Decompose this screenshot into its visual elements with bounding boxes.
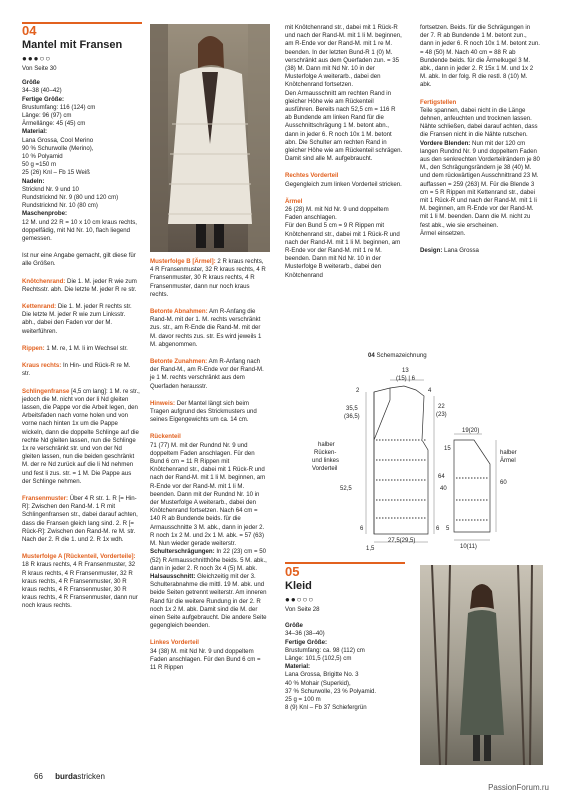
schema-label-6-right: 6 — [436, 526, 440, 532]
schema-label-6-left: 6 — [360, 526, 364, 532]
schema-label-19-20: 19(20) — [462, 428, 480, 434]
label-maschenprobe: Maschenprobe: — [22, 210, 68, 218]
value-fertige-groesse: Brustumfang: 116 (124) cm Länge: 96 (97) cm Ärmellänge: 45 (45) cm — [22, 103, 96, 128]
heading-rechtes-vorderteil: Rechtes Vorderteil — [285, 172, 339, 180]
value-05-groesse: 34–36 (38–40) — [285, 630, 325, 638]
para-musterfolge-a: Musterfolge A [Rückenteil, Vorderteile]: 18 R kraus rechts, 4 R Fransenmuster, 32 R kraus rechts, 4 R Fransenmuster, 32 R kraus rechts, 4 R Fransenmuster, 30 R kraus rechts, 4 R Fransenmuster, 30 R kraus rechts, 4 R Fransenmuster, dann nur noch kraus rechts. — [22, 553, 138, 610]
para-linkes-vorderteil: 34 (38) M. mit Nd Nr. 9 und doppeltem Faden anschlagen. Für den Bund 6 cm = 11 R Rippen — [150, 647, 261, 671]
label-05-fertige-groesse: Fertige Größe: — [285, 638, 327, 646]
value-nadeln: Stricknd Nr. 9 und 10 Rundstricknd Nr. 9 (80 und 120 cm) Rundstricknd Nr. 10 (80 cm) — [22, 185, 119, 210]
value-maschenprobe: 12 M. und 22 R = 10 x 10 cm kraus rechts, doppelfädig, mit Nd Nr. 10, flach liegend gemessen. — [22, 218, 137, 243]
section-05 — [285, 565, 403, 712]
schema-label-22: 22 — [438, 404, 445, 410]
value-05-fertige-groesse: Brustumfang: ca. 98 (112) cm Länge: 101,5 (102,5) cm — [285, 646, 365, 663]
section-05-number: 05 — [285, 564, 300, 579]
dress-photo — [420, 565, 543, 765]
section-04-ref: Von Seite 30 — [22, 65, 57, 72]
schema-label-2: 2 — [356, 388, 360, 394]
page-number: 66 — [34, 772, 43, 781]
heading-linkes-vorderteil: Linkes Vorderteil — [150, 639, 199, 647]
para-rueckenteil: 71 (77) M. mit der Rundnd Nr. 9 und doppeltem Faden anschlagen. Für den Bund 6 cm = 11 R Rippen mit Knötchenrand str., dabei mit 1 Rück-R und nach der Rand-M. mit 1 li M. beginnen, am R-Ende vor der Rand-M. mit 1 li M. beenden. Dann mit der Rundnd Nr. 10 in der Musterfolge A weiterarb., dabei den Knötchenrand fortsetzen. Nach 64 cm = 140 R ab Bundende beids. für die Armausschnitte 3 M. abk., dann in jeder 2. R noch 1x 2 M. und 2x 1 M. abk. = 57 (63) M. Nun wieder gerade weiterstr. — [150, 441, 266, 548]
value-05-material: Lana Grossa, Brigitte No. 3 40 % Mohair (Superkid), 37 % Schurwolle, 23 % Polyamid. 25 g = 100 m 8 (9) Knl – Fb 37 Schiefergrün — [285, 671, 377, 712]
schema-title: 04 Schemazeichnung — [368, 352, 427, 359]
schema-label-1-5: 1,5 — [366, 546, 375, 552]
column-2 — [150, 258, 268, 672]
label-fertige-groesse: Fertige Größe: — [22, 95, 64, 103]
para-kraus-rechts: Kraus rechts: In Hin- und Rück-R re M. str. — [22, 362, 131, 378]
schema-label-halber-2: Rücken- — [314, 450, 337, 456]
schema-label-halber-1: halber — [318, 442, 335, 448]
para-betonte-zunahmen: Betonte Zunahmen: Am R-Anfang nach der Rand-M., am R-Ende vor der Rand-M. je 1 M. rechts verschränkt aus dem Querfaden herausstr. — [150, 358, 264, 390]
heading-fertigstellen: Fertigstellen — [420, 98, 457, 106]
para-aermel: 26 (28) M. mit Nd Nr. 9 und doppeltem Faden anschlagen. Für den Bund 5 cm = 9 R Rippen mit Knötchenrand str., dabei mit 1 Rück-R und nach der Rand-M. mit 1 li M. beginnen, am R-Ende vor der Rand-M. mit 1 re M. beenden. Dann mit Nd Nr. 10 in der Musterfolge B weiterarb., dabei den Knötchenrand — [285, 206, 401, 279]
para-kettenrand: Kettenrand: Die 1. M. jeder R rechts str. Die letzte M. jeder R wie zum Linksstr. abh., dabei den Faden vor der M. weiterführen. — [22, 303, 132, 335]
schema-label-15: 15 — [444, 446, 451, 452]
schema-label-5: 5 — [446, 526, 450, 532]
para-vordere-blenden: Vordere Blenden: Nun mit der 120 cm langen Rundnd Nr. 9 und doppeltem Faden aus den senkrechten Vorderteilrändern je 80 M., den Schrägungsrändern je 38 (40) M. und dem rückwärtigen Ausschnittrand 23 M. auffassen = 259 (263) M. Für die Blende 3 cm = 5 R Rippen mit Kettenrand str., dabei mit 1 Rück-R und nach der Rand-M. mit 1 li M. beginnen, am R-Ende vor der Rand-M. mit 1 li M. beenden. Dann die M. nicht zu fest abk., wie sie erscheinen. Ärmel einsetzen. — [420, 139, 540, 237]
section-05-ref: Von Seite 28 — [285, 606, 320, 613]
para-design: Design: Lana Grossa — [420, 247, 479, 255]
page-footer — [34, 772, 105, 781]
column-3 — [285, 24, 403, 285]
para-fertigstellen: Teile spannen, dabei nicht in die Länge dehnen, anfeuchten und trocknen lassen. Nähte schließen, dabei darauf achten, dass die Fransen nicht in die Nähte rutschen. — [420, 106, 538, 139]
section-05-title: Kleid — [285, 580, 312, 592]
schema-label-13: 13 — [402, 368, 409, 374]
para-rippen: Rippen: 1 M. re, 1 M. li im Wechsel str. — [22, 344, 128, 352]
schema-label-10-11: 10(11) — [460, 544, 477, 550]
schema-label-halber-4: Vorderteil — [312, 466, 338, 472]
para-schlingenfranse: Schlingenfranse [4,5 cm lang]: 1 M. re str., jedoch die M. nicht von der li Nd gleiten lassen, die Pappe vor die Arbeit legen, den Arbeitsfaden nach vorne holen und von vorne nach hinten 1x um die Pappe wickeln, dann die doppelte Schlinge auf die rechte Nd gleiten lassen, nun die Schlinge 1x re verschränkt str. und von der Nd gleiten lassen, nun die beiden geschränkt M. der re Nd zurück auf die li Nd nehmen und fest li zus. str. = 1 M. Die Pappe aus der Schlinge nehmen. — [22, 387, 140, 485]
para-linkes-vorderteil-cont: mit Knötchenrand str., dabei mit 1 Rück-R und nach der Rand-M. mit 1 li M. beginnen, am R-Ende vor der Rand-M. mit 1 re M. beenden. In der letzten Bund-R 1 (0) M. verschränkt aus dem Querfaden zun. = 35 (38) M. Dann mit Nd Nr. 10 in der Musterfolge A weiterarb., dabei den Knötchenrand fortsetzen. Den Armausschnitt am rechten Rand in gleicher Höhe wie am Rückenteil ausführen. Bereits nach 52,5 cm = 116 R ab Bundende am linken Rand für die Ausschnittschrägung 1 M. betont abn., dann in jeder 6. R noch 10x 1 M. betont abn. Die Schulter am rechten Rand in gleicher Höhe wie am Rückenteil schrägen. Damit sind alle M. aufgebraucht. — [285, 24, 403, 163]
schema-label-52-5: 52,5 — [340, 486, 352, 492]
schema-label-halber-aermel-2: Ärmel — [500, 458, 516, 464]
value-material: Lana Grossa, Cool Merino 90 % Schurwolle (Merino), 10 % Polyamid 50 g =150 m 25 (26) Knl – Fb 15 Weiß — [22, 136, 94, 177]
schema-label-23: (23) — [436, 412, 447, 418]
difficulty-dots: ●●●○○ — [22, 54, 52, 63]
schema-label-36-5: (36,5) — [344, 414, 360, 420]
label-groesse: Größe — [22, 79, 40, 87]
para-knoetchenrand: Knötchenrand: Die 1. M. jeder R wie zum Rechtsstr. abh. Die letzte M. jeder R re str. — [22, 277, 137, 293]
column-4 — [420, 24, 540, 260]
coat-photo — [150, 24, 270, 252]
para-musterfolge-b: Musterfolge B [Ärmel]: 2 R kraus rechts, 4 R Fransenmuster, 32 R kraus rechts, 4 R Fransenmuster, 30 R kraus rechts, 4 R Fransenmuster, dann nur noch kraus rechts. — [150, 258, 266, 298]
intro-note: Ist nur eine Angabe gemacht, gilt diese für alle Größen. — [22, 252, 136, 268]
section-04-title: Mantel mit Fransen — [22, 39, 123, 51]
schema-label-64: 64 — [438, 474, 445, 480]
section-05-dots: ●●○○○ — [285, 595, 315, 604]
schema-label-27-5: 27,5(29,5) — [388, 538, 416, 544]
schema-label-halber-3: und linkes — [312, 458, 340, 464]
value-groesse: 34–38 (40–42) — [22, 87, 62, 95]
para-halsausschnitt: Halsausschnitt: Gleichzeitig mit der 3. Schulterabnahme die mittl. 19 M. abk. und beide Seiten getrennt weiterstr. Am inneren Rand für die weitere Rundung in der 2. R noch 1x 2 M. abk. Damit sind die M. der einen Seite aufgebraucht. Die andere Seite gegengleich beenden. — [150, 572, 267, 630]
section-04-number: 04 — [22, 23, 37, 38]
schema-label-4: 4 — [428, 388, 432, 394]
schema-label-60: 60 — [500, 480, 507, 486]
schema-label-35-5: 35,5 — [346, 406, 358, 412]
schema-label-halber-aermel-1: halber — [500, 450, 517, 456]
accent-bar-05 — [285, 562, 405, 564]
label-05-material: Material: — [285, 663, 311, 671]
column-1 — [22, 24, 140, 616]
label-nadeln: Nadeln: — [22, 177, 45, 185]
para-rechtes-vorderteil: Gegengleich zum linken Vorderteil stricken. — [285, 180, 402, 188]
para-aermel-cont: fortsetzen. Beids. für die Schrägungen in der 7. R ab Bundende 1 M. betont zun., dann in jeder 6. R noch 10x 1 M. betont zun. = 48 (50) M. Nach 40 cm = 88 R ab Bundende beids. für die Ärmelkugel 3 M. abk., dann in jeder 2. R 15x 1 M. und 1x 2 M. abk. In der folg. R die restl. 8 (10) M. abk. — [420, 24, 540, 89]
label-material: Material: — [22, 128, 48, 136]
schema-drawing — [304, 360, 529, 555]
para-schulterschraegungen: Schulterschrägungen: In 22 (23) cm = 50 (52) R Armausschnitthöhe beids. 5 M. abk., dann in jeder 2. R noch 3x 4 (5) M. abk. — [150, 548, 267, 572]
para-hinweis: Hinweis: Der Mantel längt sich beim Tragen aufgrund des Strickmusters und seines Eigengewichts um ca. 14 cm. — [150, 399, 257, 424]
schema-label-40: 40 — [440, 486, 447, 492]
brand-logo: burdastricken — [55, 772, 105, 781]
label-05-groesse: Größe — [285, 622, 303, 630]
heading-aermel: Ärmel — [285, 197, 303, 205]
para-fransenmuster: Fransenmuster: Über 4 R str. 1. R [= Hin-R]: Zwischen den Rand-M. 1 R mit Schlingenfransen str., dabei darauf achten, dass die Fransen gleich lang sind. 2. R [= Rück-R]: Zwischen den Rand-M. re M. str. Nach der 2. R die 1. und 2. R 1x wdh. — [22, 494, 138, 543]
watermark: PassionForum.ru — [488, 783, 549, 792]
heading-rueckenteil: Rückenteil — [150, 433, 181, 441]
schema-label-15-6: (15) | 6 — [396, 376, 415, 382]
para-betonte-abnahmen: Betonte Abnahmen: Am R-Anfang die Rand-M. mit der 1. M. rechts verschränkt zus. str., am R-Ende die Rand-M. mit der M. davor rechts zus. str. Es wird jeweils 1 M. abgenommen. — [150, 308, 262, 348]
